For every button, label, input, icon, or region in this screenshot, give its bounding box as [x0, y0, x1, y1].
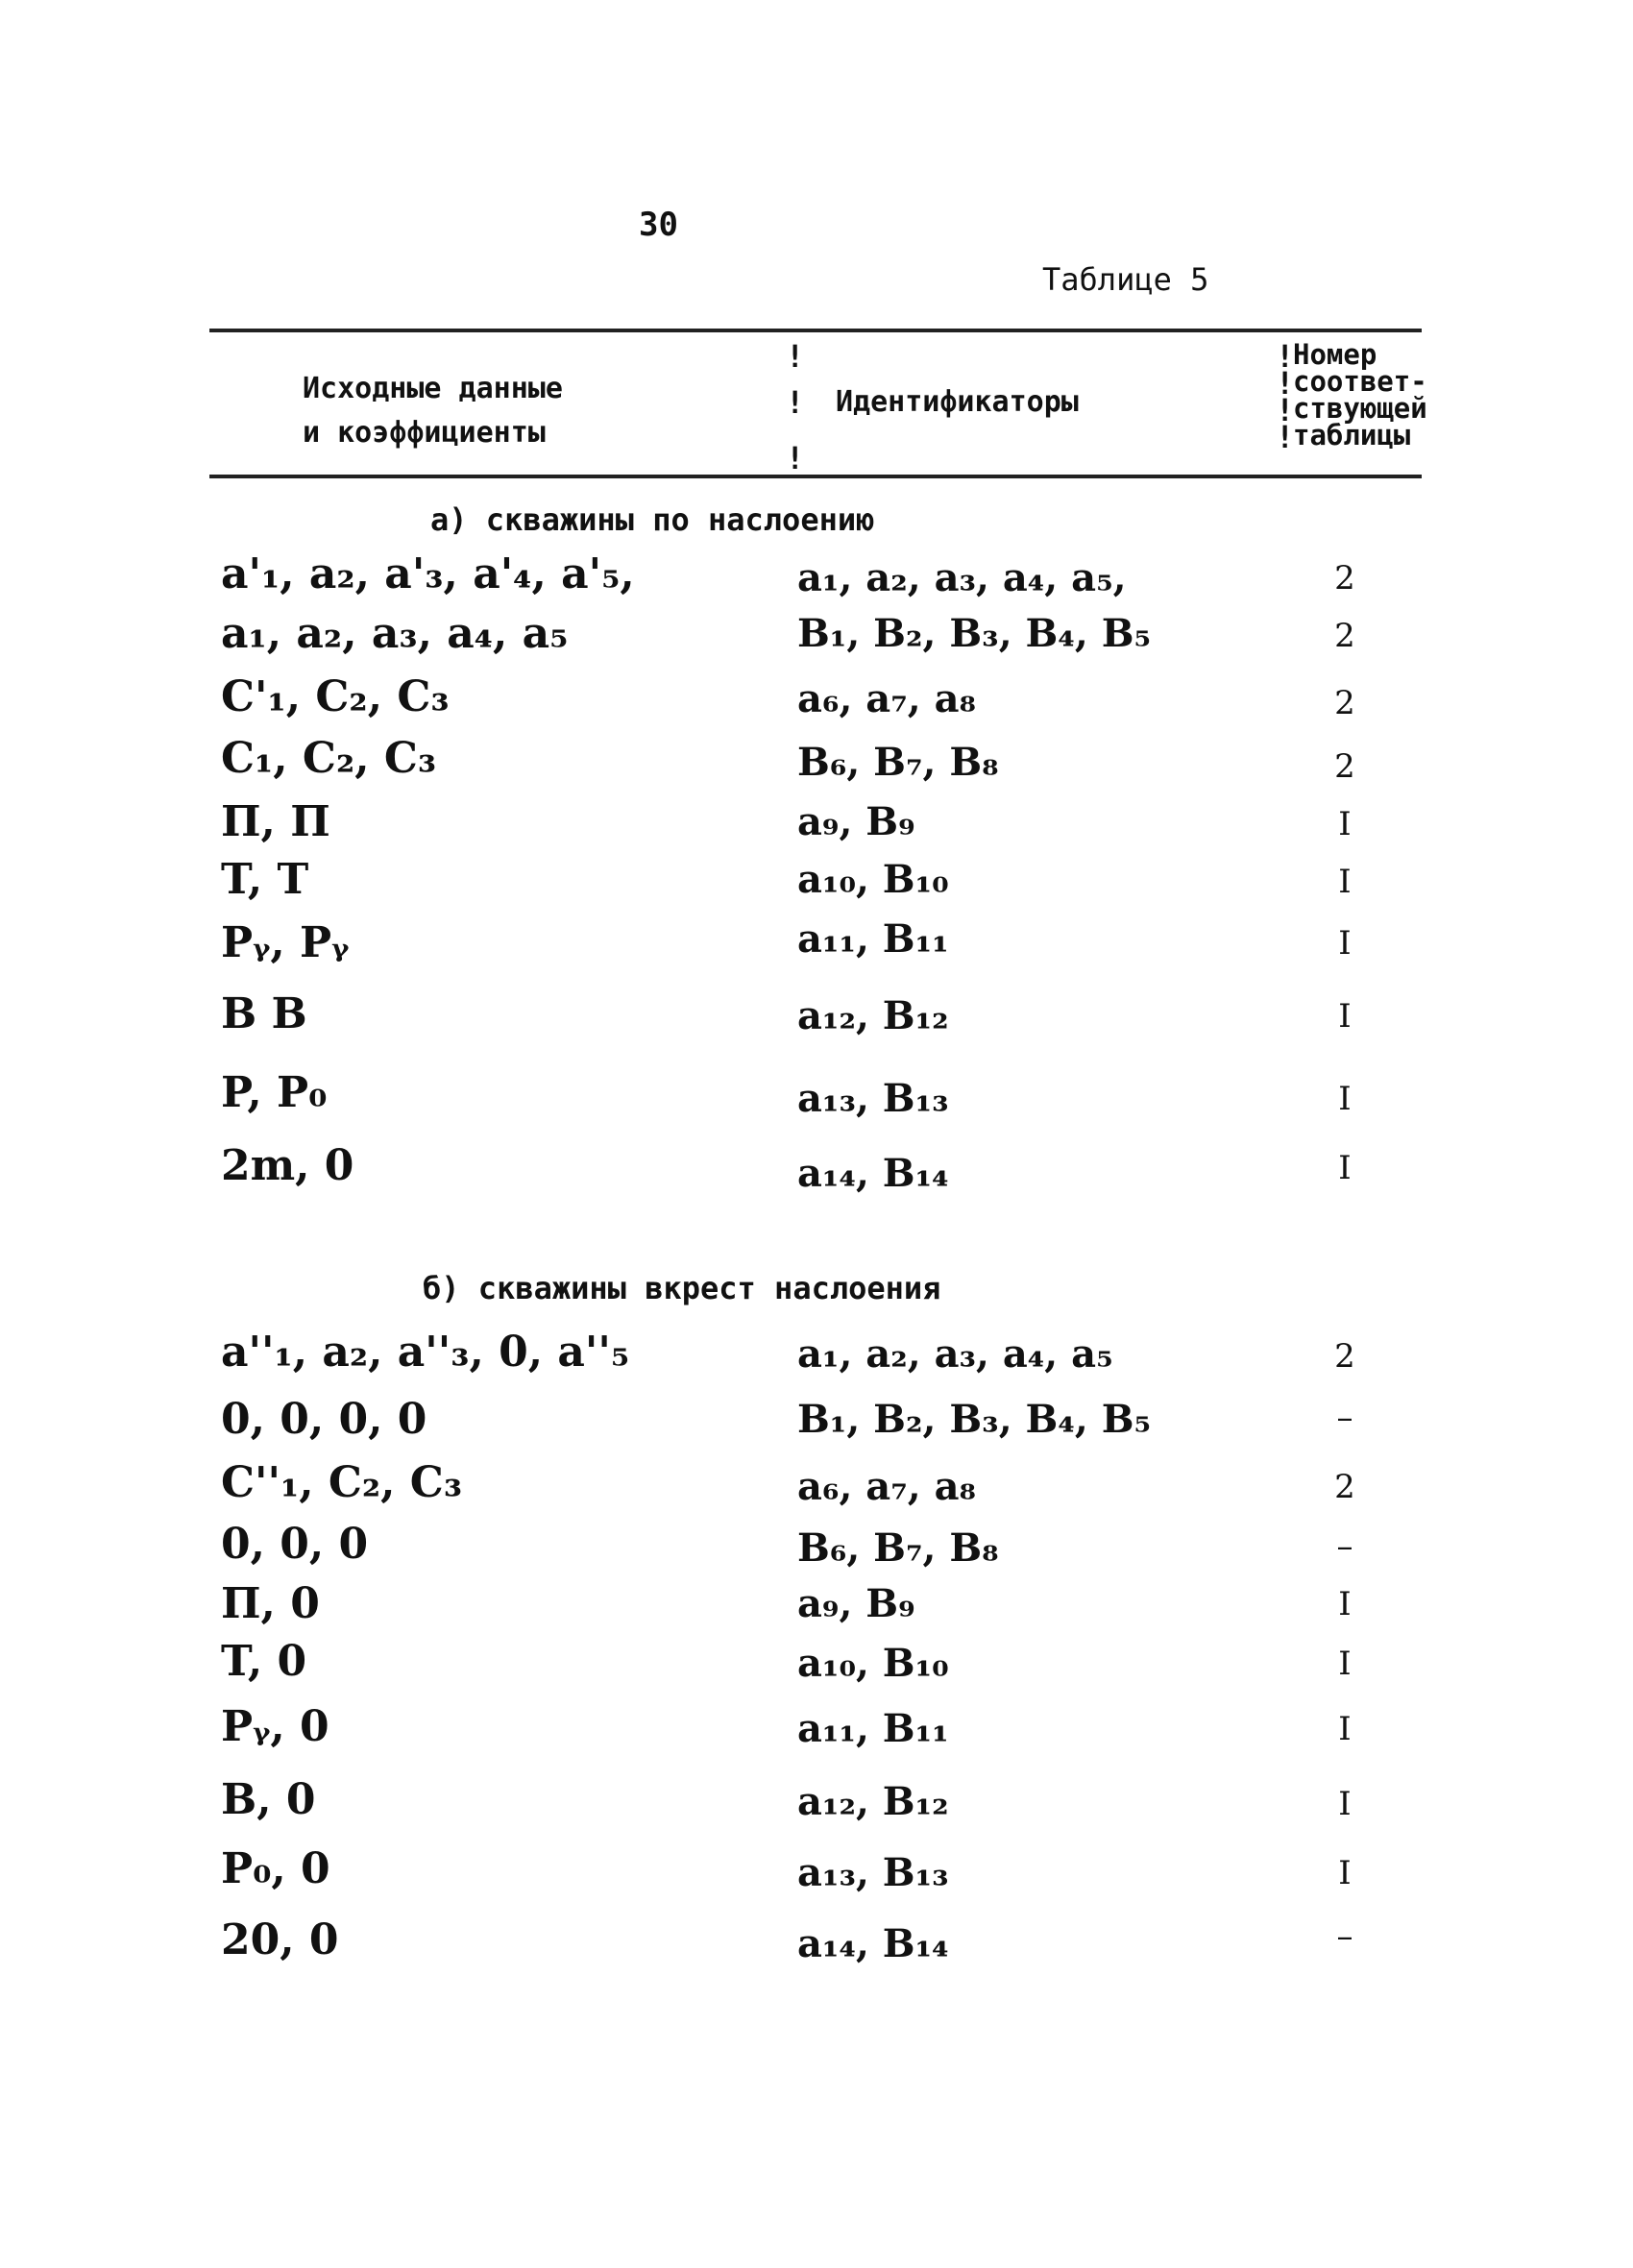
input-data-cell: 0, 0, 0 [221, 1520, 369, 1569]
input-data-cell: a'₁, a₂, a'₃, a'₄, a'₅, [221, 549, 635, 598]
identifier-cell: B₁, B₂, B₃, B₄, B₅ [797, 611, 1152, 656]
table-number-cell: 2 [1334, 1337, 1355, 1376]
table-row [0, 1637, 1633, 1695]
table-number-cell: I [1338, 1149, 1352, 1187]
table-row [0, 549, 1633, 607]
table-number-cell: I [1338, 1080, 1352, 1118]
table-row [0, 1141, 1633, 1199]
header-separator: ! [1276, 419, 1295, 455]
table-number-cell: I [1338, 1854, 1352, 1892]
table-number-cell: 2 [1334, 617, 1355, 655]
table-row [0, 1068, 1633, 1126]
header-separator: ! [1276, 338, 1295, 375]
input-data-cell: B, 0 [221, 1775, 316, 1824]
table-number-cell: – [1336, 1527, 1353, 1566]
identifier-cell: B₁, B₂, B₃, B₄, B₅ [797, 1397, 1152, 1442]
input-data-cell: B B [221, 989, 307, 1038]
input-data-cell: 20, 0 [221, 1915, 339, 1964]
identifier-cell: a₁₀, B₁₀ [797, 1641, 949, 1686]
input-data-cell: 2m, 0 [221, 1141, 354, 1190]
input-data-cell: a₁, a₂, a₃, a₄, a₅ [221, 609, 569, 658]
identifier-cell: a₁₂, B₁₂ [797, 993, 949, 1038]
table-row [0, 1458, 1633, 1516]
header-separator: ! [1276, 365, 1295, 402]
table-top-rule [209, 329, 1422, 332]
table-number-cell: I [1338, 1585, 1352, 1623]
header-separator: ! [786, 384, 805, 421]
section-a-title: а) скважины по наслоению [430, 501, 875, 538]
table-number-cell: 2 [1334, 747, 1355, 786]
identifier-cell: a₉, B₉ [797, 799, 915, 844]
input-data-cell: T, T [221, 855, 309, 904]
table-row [0, 1775, 1633, 1833]
identifier-cell: a₁₂, B₁₂ [797, 1779, 949, 1824]
table-row [0, 1579, 1633, 1637]
page-number: 30 [639, 206, 678, 244]
header-col3-line2: соответ- [1293, 365, 1427, 398]
input-data-cell: П, П [221, 797, 330, 846]
input-data-cell: 0, 0, 0, 0 [221, 1395, 427, 1444]
identifier-cell: a₆, a₇, a₈ [797, 1464, 977, 1509]
table-row [0, 797, 1633, 855]
table-row [0, 609, 1633, 667]
table-number-cell: I [1338, 1710, 1352, 1748]
identifier-cell: a₁₃, B₁₃ [797, 1076, 949, 1121]
identifier-cell: a₉, B₉ [797, 1581, 915, 1626]
section-b-title: б) скважины вкрест наслоения [423, 1270, 941, 1306]
identifier-cell: B₆, B₇, B₈ [797, 1525, 999, 1571]
table-number-cell: – [1336, 1399, 1353, 1437]
identifier-cell: a₁₄, B₁₄ [797, 1921, 949, 1966]
identifier-cell: a₁₄, B₁₄ [797, 1151, 949, 1196]
input-data-cell: P, P₀ [221, 1068, 328, 1117]
table-row [0, 989, 1633, 1047]
table-number-cell: I [1338, 997, 1352, 1036]
table-header-rule [209, 475, 1422, 478]
header-separator: ! [786, 440, 805, 476]
input-data-cell: P₀, 0 [221, 1844, 330, 1893]
table-number-cell: I [1338, 924, 1352, 963]
header-separator: ! [1276, 392, 1295, 428]
input-data-cell: a''₁, a₂, a''₃, 0, a''₅ [221, 1328, 630, 1377]
identifier-cell: a₆, a₇, a₈ [797, 676, 977, 721]
table-row [0, 1520, 1633, 1577]
table-caption: Таблице 5 [1042, 261, 1209, 298]
table-row [0, 1328, 1633, 1385]
table-number-cell: 2 [1334, 559, 1355, 597]
table-row [0, 672, 1633, 730]
table-row [0, 1395, 1633, 1452]
identifier-cell: B₆, B₇, B₈ [797, 740, 999, 785]
table-number-cell: 2 [1334, 1468, 1355, 1506]
table-row [0, 1702, 1633, 1760]
input-data-cell: П, 0 [221, 1579, 320, 1628]
input-data-cell: Pᵧ, Pᵧ [221, 918, 350, 967]
header-col2: Идентификаторы [836, 385, 1079, 419]
table-row [0, 1915, 1633, 1973]
table-number-cell: 2 [1334, 684, 1355, 722]
identifier-cell: a₁₃, B₁₃ [797, 1850, 949, 1895]
input-data-cell: T, 0 [221, 1637, 307, 1686]
header-col3-line3: ствующей [1293, 392, 1427, 425]
identifier-cell: a₁₀, B₁₀ [797, 857, 949, 902]
header-col3-line4: таблицы [1293, 419, 1411, 451]
identifier-cell: a₁₁, B₁₁ [797, 1706, 949, 1751]
table-row [0, 734, 1633, 792]
table-number-cell: I [1338, 1645, 1352, 1683]
table-number-cell: I [1338, 805, 1352, 843]
table-number-cell: – [1336, 1917, 1353, 1956]
table-number-cell: I [1338, 863, 1352, 901]
table-row [0, 855, 1633, 913]
table-row [0, 1844, 1633, 1902]
header-separator: ! [786, 338, 805, 375]
input-data-cell: Pᵧ, 0 [221, 1702, 329, 1751]
header-col1-line2: и коэффициенты [303, 416, 546, 450]
identifier-cell: a₁, a₂, a₃, a₄, a₅, [797, 555, 1127, 600]
identifier-cell: a₁, a₂, a₃, a₄, a₅ [797, 1331, 1113, 1377]
table-row [0, 918, 1633, 976]
input-data-cell: C'₁, C₂, C₃ [221, 672, 450, 721]
header-col1-line1: Исходные данные [303, 372, 563, 405]
header-col3-line1: Номер [1293, 338, 1377, 371]
identifier-cell: a₁₁, B₁₁ [797, 916, 949, 962]
input-data-cell: C''₁, C₂, C₃ [221, 1458, 463, 1507]
table-number-cell: I [1338, 1785, 1352, 1823]
input-data-cell: C₁, C₂, C₃ [221, 734, 437, 783]
